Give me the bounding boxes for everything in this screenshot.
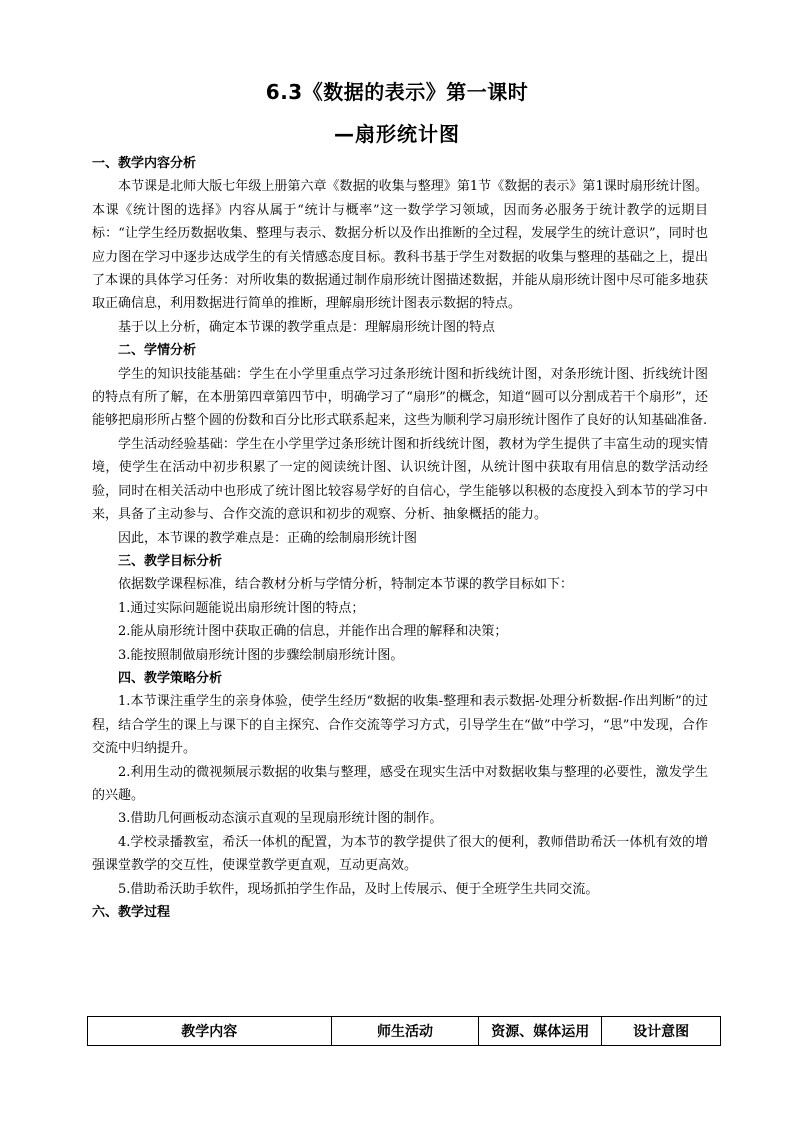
paragraph: 基于以上分析，确定本节课的教学重点是：理解扇形统计图的特点 bbox=[118, 319, 496, 335]
document-body bbox=[92, 152, 708, 924]
strategy-item: 2.利用生动的微视频展示数据的收集与整理，感受在现实生活中对数据收集与整理的必要性，激发学生的兴趣。 bbox=[92, 764, 708, 803]
page-subtitle: —扇形统计图 bbox=[334, 122, 460, 146]
strategy-item: 5.借助希沃助手软件，现场抓拍学生作品，及时上传展示、便于全班学生共同交流。 bbox=[118, 881, 599, 897]
strategy-item: 3.借助几何画板动态演示直观的呈现扇形统计图的制作。 bbox=[118, 811, 443, 827]
teaching-process-table bbox=[87, 1016, 721, 1046]
strategy-item: 4.学校录播教室，希沃一体机的配置，为本节的教学提供了很大的便利，教师借助希沃一体机有效的增强课堂教学的交互性，使课堂教学更直观，互动更高效。 bbox=[92, 834, 708, 874]
paragraph: 因此，本节课的教学难点是：正确的绘制扇形统计图 bbox=[118, 530, 418, 546]
column-header-resources: 资源、媒体运用 bbox=[479, 1017, 602, 1046]
objective-item: 2.能从扇形统计图中获取正确的信息，并能作出合理的解释和决策； bbox=[118, 624, 508, 640]
table-header-row bbox=[88, 1017, 721, 1046]
column-header-activity: 师生活动 bbox=[331, 1017, 479, 1046]
section-heading-learner-analysis: 二、学情分析 bbox=[118, 343, 197, 359]
paragraph: 学生的知识技能基础：学生在小学里重点学习过条形统计图和折线统计图，对条形统计图、折线统计图的特点有所了解，在本册第四章第四节中，明确学习了“扇形”的概念，知道“圆可以分割成若干个扇形”，还能够把扇形所占整个圆的份数和百分比形式联系起来，这些为顺利学习扇形统计图作了良好的认知基础准备. bbox=[92, 366, 708, 429]
column-header-content: 教学内容 bbox=[88, 1017, 332, 1046]
strategy-item: 1.本节课注重学生的亲身体验，使学生经历“数据的收集-整理和表示数据-处理分析数据-作出判断”的过程，结合学生的课上与课下的自主探究、合作交流等学习方式，引导学生在“做”中学习，“思”中发现，合作交流中归纳提升。 bbox=[92, 694, 708, 757]
paragraph: 本节课是北师大版七年级上册第六章《数据的收集与整理》第1节《数据的表示》第1课时扇形统计图。本课《统计图的选择》内容从属于“统计与概率”这一数学学习领域，因而务必服务于统计教学的远期目标：“让学生经历数据收集、整理与表示、数据分析以及作出推断的全过程，发展学生的统计意识”，同时也应力图在学习中逐步达成学生的有关情感态度目标。教科书基于学生对数据的收集与整理的基础之上，提出了本课的具体学习任务：对所收集的数据通过制作扇形统计图描述数据，并能从扇形统计图中尽可能多地获取正确信息，利用数据进行简单的推断，理解扇形统计图表示数据的特点。 bbox=[92, 179, 708, 312]
section-heading-objectives: 三、教学目标分析 bbox=[118, 553, 223, 569]
section-heading-process: 六、教学过程 bbox=[92, 905, 171, 920]
objective-item: 1.通过实际问题能说出扇形统计图的特点； bbox=[118, 600, 365, 616]
paragraph: 依据数学课程标准，结合教材分析与学情分析，特制定本节课的教学目标如下： bbox=[118, 577, 574, 593]
page-title: 6.3《数据的表示》第一课时 bbox=[265, 80, 529, 104]
section-heading-content-analysis: 一、教学内容分析 bbox=[92, 156, 197, 171]
paragraph: 学生活动经验基础：学生在小学里学过条形统计图和折线统计图，教材为学生提供了丰富生动的现实情境，使学生在活动中初步积累了一定的阅读统计图、认识统计图，从统计图中获取有用信息的数学活动经验，同时在相关活动中也形成了统计图比较容易学好的自信心，学生能够以积极的态度投入到本节的学习中来，具备了主动参与、合作交流的意识和初步的观察、分析、抽象概括的能力。 bbox=[92, 436, 708, 523]
objective-item: 3.能按照制做扇形统计图的步骤绘制扇形统计图。 bbox=[118, 647, 404, 663]
column-header-intent: 设计意图 bbox=[602, 1017, 721, 1046]
section-heading-strategy: 四、教学策略分析 bbox=[118, 670, 223, 686]
